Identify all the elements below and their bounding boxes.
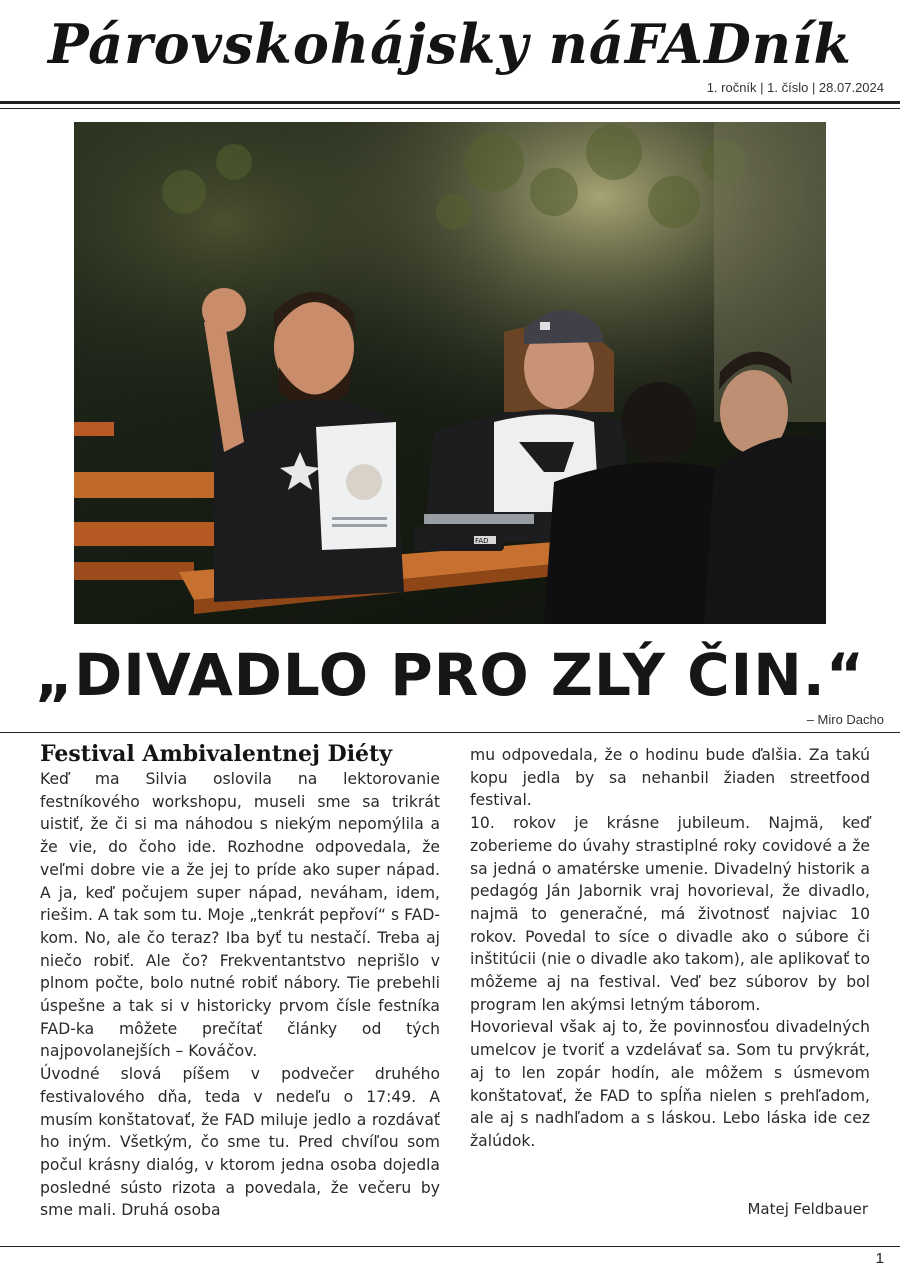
masthead-title: Párovskohájsky náFADník <box>48 12 852 76</box>
quote-attribution: – Miro Dacho <box>806 712 884 727</box>
article-column-left <box>40 740 440 1222</box>
article-paragraph: mu odpovedala, že o hodinu bude ďalšia. Za takú kopu jedla by sa nehanbil žiaden streetfood festival. <box>470 746 870 810</box>
footer-rule <box>0 1246 900 1247</box>
headline-rule <box>0 732 900 733</box>
article-author: Matej Feldbauer <box>747 1200 868 1218</box>
article-paragraph: Hovorieval však aj to, že povinnosťou divadelných umelcov je tvoriť a vzdelávať sa. Som tu prvýkrát, aj to len zopár hodín, ale môžem s úsmevom konštatovať, že FAD to spĺňa nielen s prehľadom, ale aj s nadhľadom a s láskou. Lebo láska ide cez žalúdok. <box>470 1018 870 1150</box>
article-title: Festival Ambivalentnej Diéty <box>40 741 392 767</box>
issue-info: 1. ročník | 1. číslo | 28.07.2024 <box>706 80 884 95</box>
headline-quote: „DIVADLO PRO ZLÝ ČIN.“ <box>35 641 865 709</box>
article-column-right <box>470 744 870 1153</box>
article-paragraph: Keď ma Silvia oslovila na lektorovanie festníkového workshopu, museli sme sa trikrát uistiť, že či si ma náhodou s niekým nepomýlila a že vie, do čoho ide. Rozhodne odpovedala, že veľmi dobre vie a že jej to príde ako super nápad. A ja, keď počujem super nápad, neváham, idem, riešim. A tak som tu. Moje „tenkrát pepřoví“ s FAD-kom. No, ale čo teraz? Iba byť tu nestačí. Treba aj niečo robiť. Ale čo? Frekventantstvo neprišlo v plnom počte, bolo nutné robiť nábory. Tie prebehli úspešne a tak si v historicky prvom čísle festníka FAD-ka môžete prečítať články od tých najpovolanejších – Kováčov. <box>40 770 440 1061</box>
article-paragraph: Úvodné slová píšem v podvečer druhého festivalového dňa, teda v nedeľu o 17:49. A musím konštatovať, že FAD miluje jedlo a rozdávať ho iným. Všetkým, čo sme tu. Pred chvíľou som počul krásny dialóg, v ktorom jedna osoba dojedla posledné sústo rizota a povedala, že večeru by sme mali. Druhá osoba <box>40 1065 440 1220</box>
page-number: 1 <box>875 1250 884 1267</box>
booklet-fad-label: FAD <box>475 537 489 545</box>
masthead-rule-thin <box>0 108 900 109</box>
article-paragraph: 10. rokov je krásne jubileum. Najmä, keď zoberieme do úvahy strastiplné roky covidové a že sa jedná o amatérske umenie. Divadelný historik a pedagóg Ján Jabornik vraj hovorieval, že divadlo, najmä to generačné, má životnosť najviac 10 rokov. Povedal to síce o divadle ako o súbore či inštitúcii (nie o divadle ako takom), ale aplikovať to môžeme aj na festival. Veď bez súborov by bol program len akýmsi letným táborom. <box>470 814 870 1014</box>
masthead-rule-thick <box>0 101 900 104</box>
feature-photo <box>74 122 826 624</box>
